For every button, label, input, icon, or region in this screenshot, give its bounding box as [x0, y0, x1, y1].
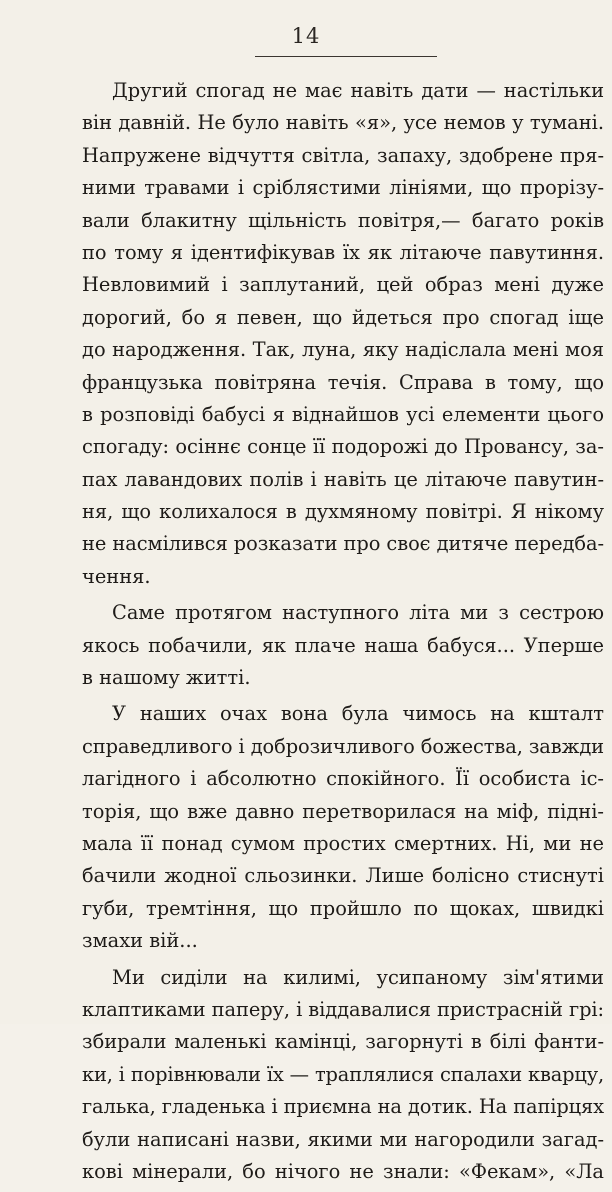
text-line: Напружене відчуття світла, запаху, здобрене пря-: [82, 143, 604, 167]
page-number: 14: [291, 24, 321, 48]
paragraph-1: [82, 75, 604, 593]
text-line: галька, гладенька і приємна на дотик. На папірцях: [82, 1095, 604, 1119]
text-line: клаптиками паперу, і віддавалися пристрасній грі:: [82, 997, 604, 1021]
text-line: Ми сиділи на килимі, усипаному зім'ятими: [112, 965, 604, 989]
text-line: спогаду: осіннє сонце її подорожі до Провансу, за-: [82, 435, 604, 459]
paragraph-3: [82, 698, 604, 957]
text-line: не насмілився розказати про своє дитяче передба-: [82, 532, 604, 556]
text-line: французька повітряна течія. Справа в тому, що: [82, 370, 604, 394]
text-line: дорогий, бо я певен, що йдеться про спогад іще: [82, 305, 604, 329]
text-line: ними травами і сріблястими лініями, що прорізу-: [82, 176, 604, 200]
text-line: торія, що вже давно перетворилася на міф, підні-: [82, 799, 604, 823]
text-line: до народження. Так, луна, яку надіслала мені моя: [82, 338, 604, 362]
text-line: змахи вій...: [82, 929, 198, 953]
text-line: він давній. Не було навіть «я», усе немов у тумані.: [82, 111, 604, 135]
paragraph-2: [82, 597, 604, 694]
text-line: кові мінерали, бо нічого не знали: «Фекам», «Ла: [82, 1159, 604, 1183]
text-line: Невловимий і заплутаний, цей образ мені дуже: [82, 273, 604, 297]
text-line: по тому я ідентифікував їх як літаюче павутиння.: [82, 240, 604, 264]
text-line: ки, і порівнювали їх — траплялися спалахи кварцу,: [82, 1062, 604, 1086]
text-line: Другий спогад не має навіть дати — настільки: [112, 79, 604, 102]
text-line: лагідного і абсолютно спокійного. Її особиста іс-: [82, 767, 604, 791]
body-text: [82, 75, 604, 1192]
text-line: в розповіді бабусі я віднайшов усі елементи цього: [82, 402, 604, 426]
text-line: бачили жодної сльозинки. Лише болісно стиснуті: [82, 864, 604, 888]
text-line: якось побачили, як плаче наша бабуся... Уперше: [82, 633, 604, 657]
text-line: мала її понад сумом простих смертних. Ні, ми не: [82, 831, 604, 855]
text-line: чення.: [82, 564, 151, 588]
text-line: були написані назви, якими ми нагородили загад-: [82, 1127, 604, 1151]
header-rule: [255, 56, 437, 57]
text-line: ня, що колихалося в духмяному повітрі. Я нікому: [82, 500, 604, 524]
text-line: У наших очах вона була чимось на кшталт: [112, 702, 604, 726]
text-line: збирали маленькі камінці, загорнуті в білі фанти-: [82, 1030, 604, 1054]
text-line: пах лавандових полів і навіть це літаюче павутин-: [82, 467, 604, 491]
text-line: губи, тремтіння, що пройшло по щоках, швидкі: [82, 896, 604, 920]
text-line: в нашому житті.: [82, 666, 251, 690]
text-line: Саме протягом наступного літа ми з сестрою: [112, 601, 604, 625]
paragraph-4: [82, 962, 604, 1189]
text-line: справедливого і доброзичливого божества, завжди: [82, 734, 604, 758]
text-line: вали блакитну щільність повітря,— багато років: [82, 208, 604, 232]
